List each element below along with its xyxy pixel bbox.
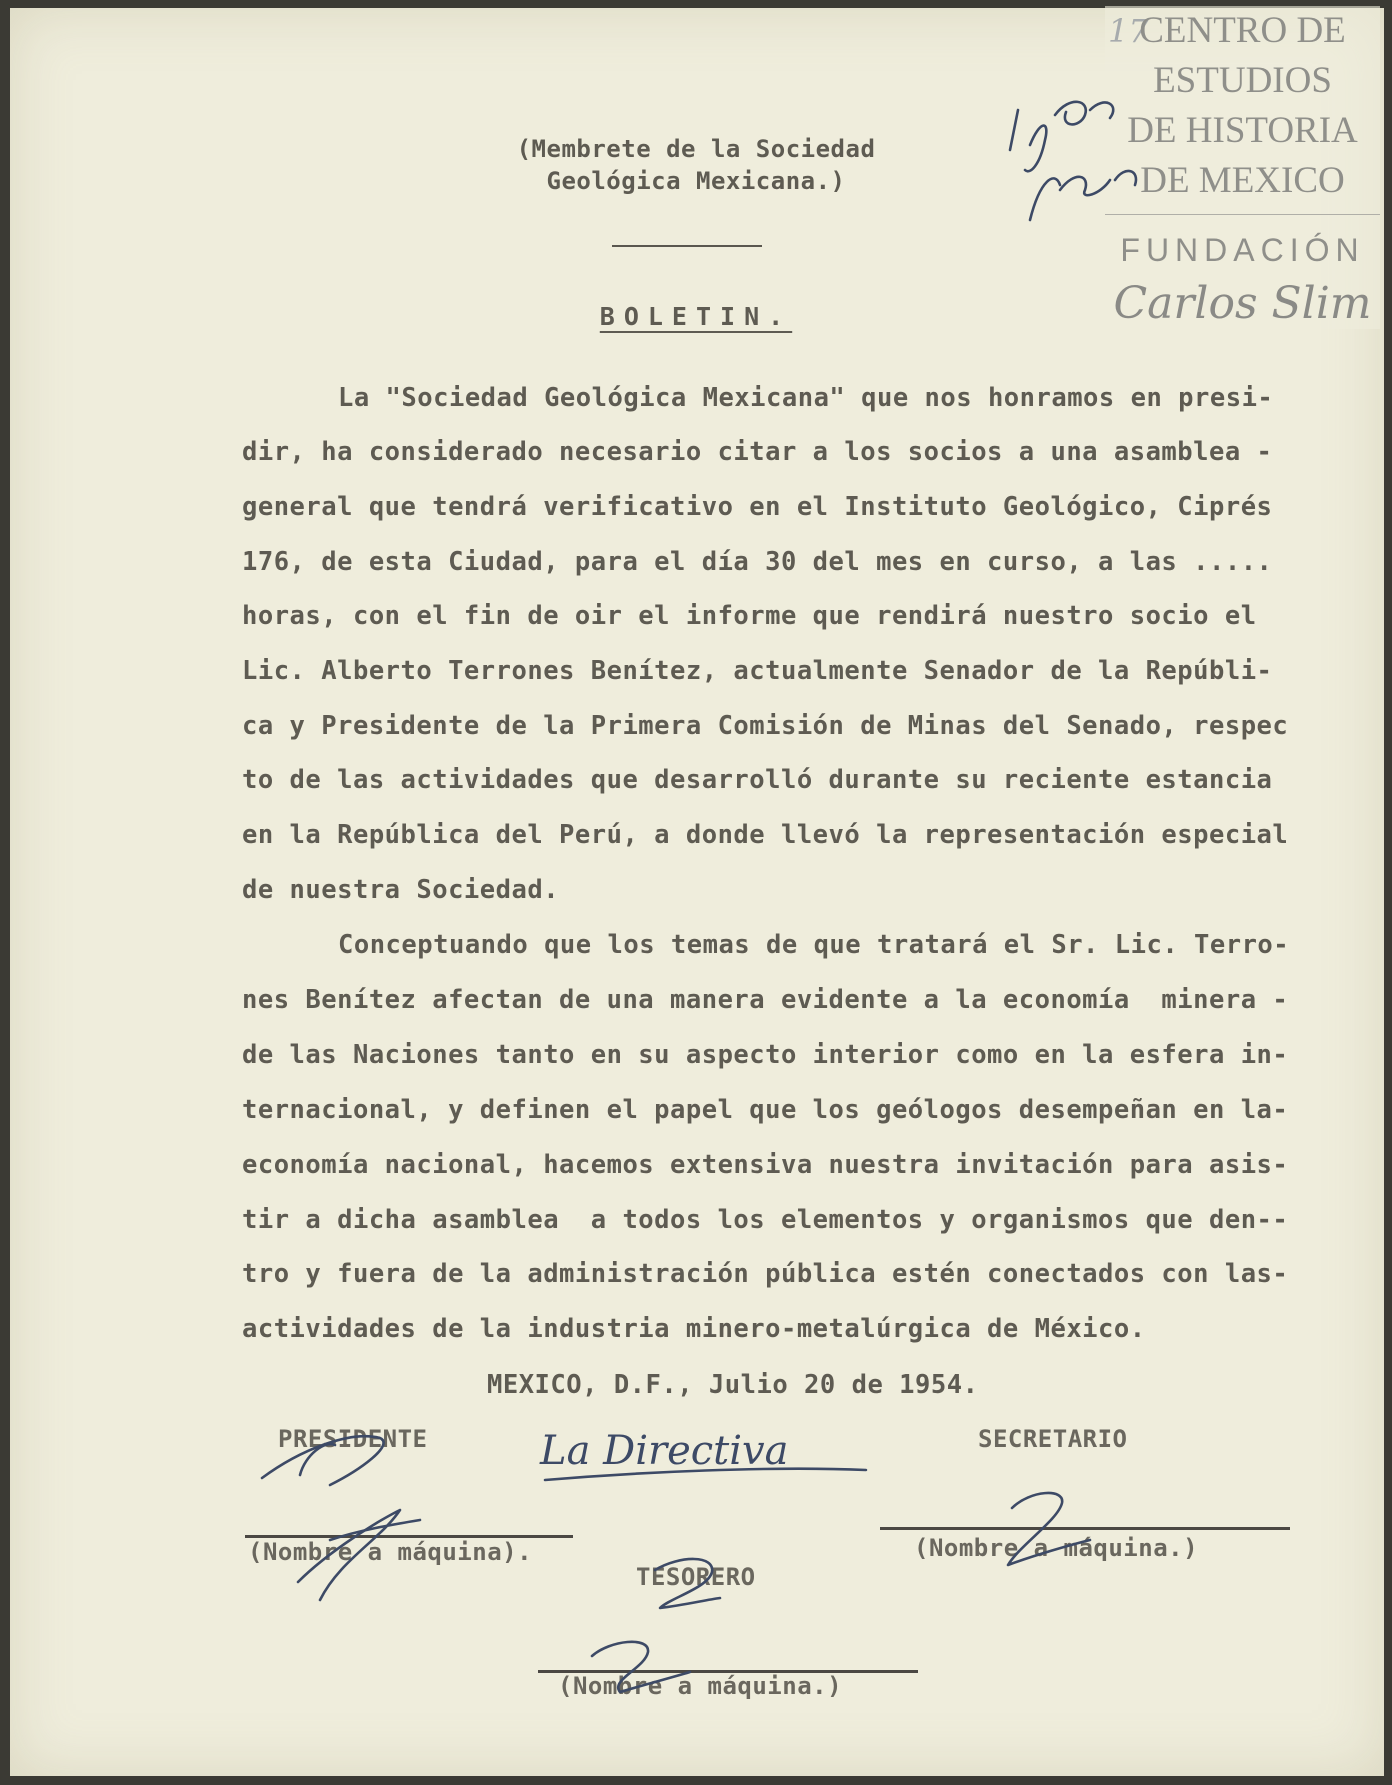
- archive-watermark: [1105, 6, 1380, 329]
- handwritten-directive: La Directiva: [540, 1428, 789, 1474]
- body-line: La "Sociedad Geológica Mexicana" que nos honramos en presi-: [338, 383, 1274, 413]
- watermark-line-3: DE HISTORIA: [1127, 110, 1358, 151]
- body-line: de nuestra Sociedad.: [242, 875, 560, 905]
- body-line: to de las actividades que desarrolló durante su reciente estancia: [242, 765, 1273, 795]
- watermark-name: Carlos Slim: [1113, 278, 1372, 329]
- president-label: PRESIDENTE: [278, 1425, 428, 1453]
- body-line: de las Naciones tanto en su aspecto interior como en la esfera in-: [242, 1040, 1289, 1070]
- document-title: BOLETIN.: [599, 302, 793, 331]
- body-line: actividades de la industria minero-metalúrgica de México.: [242, 1314, 1146, 1344]
- watermark-foundation: FUNDACIÓN: [1105, 214, 1380, 275]
- watermark-line-1: CENTRO DE: [1139, 10, 1346, 51]
- treasurer-label: TESORERO: [636, 1563, 756, 1591]
- body-line: en la República del Perú, a donde llevó la representación especial: [242, 820, 1289, 850]
- body-line: Lic. Alberto Terrones Benítez, actualmente Senador de la Repúbli-: [242, 656, 1273, 686]
- body-line: nes Benítez afectan de una manera evidente a la economía minera -: [242, 985, 1289, 1015]
- body-line: horas, con el fin de oir el informe que rendirá nuestro socio el: [242, 601, 1257, 631]
- secretary-label: SECRETARIO: [978, 1425, 1128, 1453]
- watermark-line-4: DE MEXICO: [1140, 160, 1345, 201]
- body-line: Conceptuando que los temas de que tratará el Sr. Lic. Terro-: [338, 930, 1290, 960]
- body-line: general que tendrá verificativo en el Instituto Geológico, Ciprés: [242, 492, 1273, 522]
- date-line: MEXICO, D.F., Julio 20 de 1954.: [487, 1370, 979, 1400]
- body-line: ca y Presidente de la Primera Comisión de Minas del Senado, respec: [242, 711, 1289, 741]
- president-name: (Nombre a máquina).: [248, 1538, 533, 1566]
- body-line: ternacional, y definen el papel que los geólogos desempeñan en la-: [242, 1095, 1289, 1125]
- secretary-name: (Nombre a máquina.): [914, 1534, 1199, 1562]
- body-line: tro y fuera de la administración pública estén conectados con las-: [242, 1259, 1289, 1289]
- letterhead-line-2: Geológica Mexicana.): [546, 167, 846, 195]
- secretary-signature-line: [880, 1527, 1290, 1530]
- body-line: economía nacional, hacemos extensiva nuestra invitación para asis-: [242, 1150, 1289, 1180]
- treasurer-name: (Nombre a máquina.): [558, 1672, 843, 1700]
- watermark-line-2: ESTUDIOS: [1153, 60, 1332, 101]
- body-line: tir a dicha asamblea a todos los elementos y organismos que den--: [242, 1205, 1289, 1235]
- letterhead-divider: [612, 245, 762, 247]
- letterhead-line-1: (Membrete de la Sociedad: [516, 135, 876, 163]
- body-line: dir, ha considerado necesario citar a los socios a una asamblea -: [242, 437, 1273, 467]
- body-line: 176, de esta Ciudad, para el día 30 del mes en curso, a las .....: [242, 547, 1273, 577]
